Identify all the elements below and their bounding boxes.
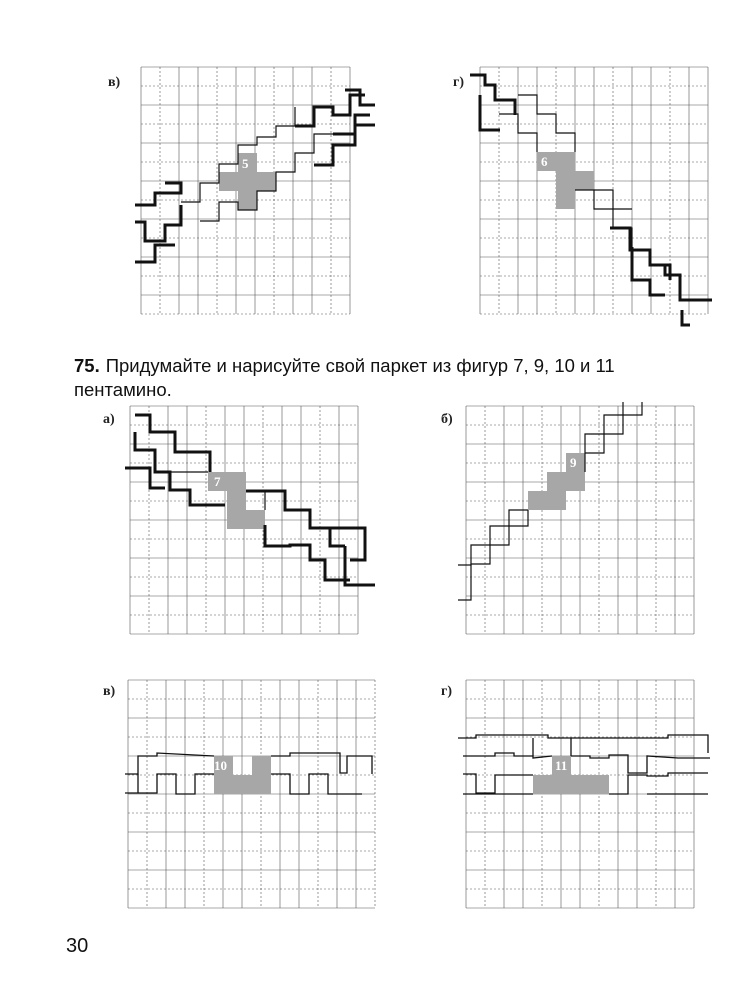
grid-lines [466,406,694,634]
figure-number: 9 [570,455,577,470]
panel-top-g [450,65,725,325]
grid-drawing [105,65,380,325]
exercise-75 [74,354,714,402]
panel-bottom-v [100,678,390,923]
panel-label: а) [103,412,115,427]
filled-pentomino [533,756,609,794]
grid-drawing [450,65,725,325]
grid-drawing [100,678,390,923]
exercise-number: 75. [74,355,100,376]
panel-bottom-b [438,400,718,645]
figure-number: 7 [214,474,221,489]
grid-drawing [100,400,390,645]
panel-label: в) [108,75,121,90]
exercise-text: Придумайте и нарисуйте свой паркет из фигур 7, 9, 10 и 11 пентамино. [74,355,615,400]
panel-label: б) [441,412,453,427]
grid-drawing [438,400,718,645]
panel-bottom-a [100,400,390,645]
figure-number: 11 [555,758,568,773]
figure-number: 10 [214,758,227,773]
panel-label: г) [453,75,465,90]
panel-label: в) [103,684,116,699]
grid-drawing [438,678,718,923]
page-number: 30 [66,935,89,957]
figure-number: 5 [242,156,249,171]
panel-top-v [105,65,380,325]
panel-label: г) [441,684,453,699]
panel-bottom-g [438,678,718,923]
figure-number: 6 [541,154,548,169]
